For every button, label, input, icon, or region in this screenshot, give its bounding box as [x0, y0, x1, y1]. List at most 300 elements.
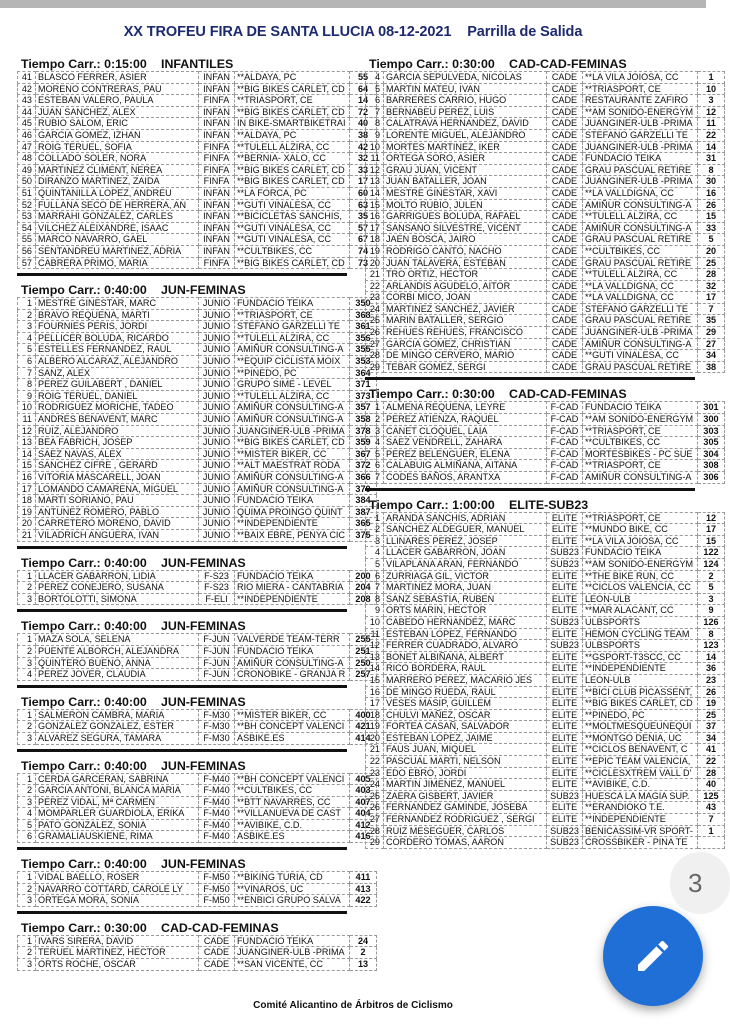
- bib-number: 60: [350, 187, 377, 199]
- row-position: 2: [18, 947, 36, 959]
- start-grid-section: [17, 280, 371, 541]
- rider-category: JUNIO: [199, 506, 235, 518]
- rider-club: **AVIBIKE, C.D.: [235, 819, 350, 831]
- rider-name: MESTRE GINESTAR, XAVI: [384, 187, 547, 199]
- bib-number: 32: [350, 153, 377, 165]
- rider-name: MARRERO PEREZ, MACARIO JES: [384, 674, 547, 686]
- table-row: [366, 767, 725, 779]
- bib-number: 12: [698, 106, 725, 118]
- rider-name: JAEN BOSCA, JAIRO: [384, 234, 547, 246]
- rider-category: CADE: [547, 280, 583, 292]
- rider-category: F-CAD: [547, 402, 583, 414]
- table-row: [18, 141, 377, 153]
- table-row: [18, 483, 377, 495]
- rider-name: RUIZ, ALEJANDRO: [36, 425, 199, 437]
- rider-name: CABEDO HERNANDEZ, MARC: [384, 616, 547, 628]
- rider-category: F-JUN: [199, 657, 235, 669]
- row-position: 13: [18, 437, 36, 449]
- bib-number: 28: [698, 269, 725, 281]
- rider-category: F-M30: [199, 709, 235, 721]
- rider-name: ORTEGA MORA, SONIA: [36, 895, 199, 907]
- rider-name: MARTINEZ SANCHEZ, JAVIER: [384, 303, 547, 315]
- rider-club: LEON-ULB: [583, 593, 698, 605]
- table-row: [366, 663, 725, 675]
- rider-name: RICO BORDERA, RAUL: [384, 663, 547, 675]
- rider-club: **BIG BIKES CARLET, CD: [583, 698, 698, 710]
- rider-name: FERRER CUADRADO, ALVARO: [384, 640, 547, 652]
- rider-name: ZAERA GISBERT, JAVIER: [384, 790, 547, 802]
- bib-number: 8: [698, 628, 725, 640]
- bib-number: 414: [350, 732, 377, 744]
- rider-category: JUNIO: [199, 298, 235, 310]
- section-header: [17, 918, 347, 935]
- section-header: [17, 280, 347, 297]
- bib-number: 12: [698, 512, 725, 524]
- row-position: 50: [18, 176, 36, 188]
- rider-name: ESTEBAN VALERO, PAULA: [36, 95, 199, 107]
- bib-number: 404: [350, 808, 377, 820]
- bib-number: 368: [350, 309, 377, 321]
- row-position: 8: [366, 118, 384, 130]
- rider-club: **LA FORCA, PC: [235, 187, 350, 199]
- rider-category: JUNIO: [199, 321, 235, 333]
- table-row: [18, 669, 377, 681]
- rider-category: JUNIO: [199, 414, 235, 426]
- category-name: JUN-FEMINAS: [161, 283, 246, 298]
- bib-number: 371: [350, 379, 377, 391]
- bib-number: 73: [350, 257, 377, 269]
- rider-name: FERNANDEZ RODRIGUEZ , SERGI: [384, 814, 547, 826]
- row-position: 4: [366, 72, 384, 84]
- table-row: [366, 315, 725, 327]
- row-position: 21: [366, 744, 384, 756]
- table-row: [18, 298, 377, 310]
- row-position: 3: [18, 321, 36, 333]
- rider-category: CADE: [547, 315, 583, 327]
- rider-club: AMIÑUR CONSULTING-A: [583, 472, 698, 484]
- rider-category: F-M40: [199, 773, 235, 785]
- table-row: [18, 529, 377, 541]
- rider-name: MORTES MARTINEZ, IKER: [384, 141, 547, 153]
- row-position: 11: [366, 628, 384, 640]
- table-row: [18, 709, 377, 721]
- rider-name: ORTEGA SORO, ASIER: [384, 153, 547, 165]
- row-position: 17: [18, 483, 36, 495]
- rider-category: ELITE: [547, 721, 583, 733]
- rider-category: JUNIO: [199, 460, 235, 472]
- rider-name: PEREZ CONEJERO, SUSANA: [36, 582, 199, 594]
- rider-name: ROIG TERUEL, SOFIA: [36, 141, 199, 153]
- table-row: [366, 472, 725, 484]
- row-position: 3: [18, 959, 36, 971]
- rider-club: STEFANO GARZELLI TE: [583, 303, 698, 315]
- rider-name: LORENTE MIGUEL, ALEJANDRO: [384, 129, 547, 141]
- rider-club: **MUNDO BIKE, CC: [583, 524, 698, 536]
- rider-club: FUNDACIO TEIKA: [583, 402, 698, 414]
- table-row: [366, 72, 725, 84]
- table-row: [366, 280, 725, 292]
- table-row: [18, 895, 377, 907]
- rider-club: JUANGINER-ULB -PRIMA: [583, 118, 698, 130]
- bib-number: 251: [350, 645, 377, 657]
- rider-club: **LA VALLDIGNA, CC: [583, 292, 698, 304]
- rider-club: CROSSBIKER - PINA TE: [583, 837, 698, 849]
- rider-name: CERDA GARCERAN, SABRINA: [36, 773, 199, 785]
- bib-number: 126: [698, 616, 725, 628]
- rider-name: TEBAR GOMEZ, SERGI: [384, 361, 547, 373]
- start-grid-section: [17, 54, 369, 269]
- rider-name: MARCO NAVARRO, GAEL: [36, 234, 199, 246]
- row-position: 18: [18, 495, 36, 507]
- rider-category: ELITE: [547, 535, 583, 547]
- rider-club: CRONOBIKE - GRANJA R: [235, 669, 350, 681]
- rider-club: RESTAURANTE ZAFIRO: [583, 95, 698, 107]
- race-time: Tiempo Carr.: 0:30:00: [369, 57, 495, 71]
- table-row: [366, 338, 725, 350]
- table-row: [366, 303, 725, 315]
- bib-number: 378: [350, 425, 377, 437]
- table-row: [366, 187, 725, 199]
- table-row: [366, 245, 725, 257]
- rider-name: SALMERON CAMBRA, MARIA: [36, 709, 199, 721]
- rider-table: [365, 401, 725, 483]
- row-position: 54: [18, 222, 36, 234]
- rider-category: JUNIO: [199, 437, 235, 449]
- table-row: [18, 379, 377, 391]
- rider-category: JUNIO: [199, 379, 235, 391]
- rider-name: FULLANA SECO DE HERRERA, AN: [36, 199, 199, 211]
- row-position: 4: [18, 808, 36, 820]
- edit-fab-button[interactable]: [603, 906, 703, 1006]
- rider-club: **CICLOS VALENCIA, CC: [583, 582, 698, 594]
- table-row: [18, 819, 377, 831]
- rider-club: AMIÑUR CONSULTING-A: [235, 657, 350, 669]
- table-row: [366, 593, 725, 605]
- rider-name: MARTINEZ CLIMENT, NEREA: [36, 164, 199, 176]
- bib-number: 361: [350, 321, 377, 333]
- category-name: ELITE-SUB23: [509, 497, 589, 512]
- rider-category: ELITE: [547, 802, 583, 814]
- row-position: 4: [18, 669, 36, 681]
- rider-club: **LA VILA JOIOSA, CC: [583, 72, 698, 84]
- rider-name: ESTEBAN LOPEZ, FERNANDO: [384, 628, 547, 640]
- row-position: 15: [366, 674, 384, 686]
- rider-category: F-M40: [199, 785, 235, 797]
- rider-club: MORTESBIKES - PC SUE: [583, 448, 698, 460]
- row-position: 2: [18, 785, 36, 797]
- row-position: 22: [366, 756, 384, 768]
- row-position: 2: [18, 721, 36, 733]
- bib-number: 407: [350, 796, 377, 808]
- bib-number: 43: [698, 802, 725, 814]
- rider-club: ASBIKE.ES: [235, 732, 350, 744]
- rider-name: MOLTO RUBIO, JULEN: [384, 199, 547, 211]
- table-row: [18, 245, 377, 257]
- rider-name: SENTANDREU MARTINEZ, ADRIA: [36, 245, 199, 257]
- bib-number: 403: [350, 785, 377, 797]
- rider-name: VIDAL BAELLO, ROSER: [36, 872, 199, 884]
- rider-club: **SAN VICENTE, CC: [235, 959, 350, 971]
- title-text: XX TROFEU FIRA DE SANTA LLUCIA 08-12-2021: [123, 24, 452, 40]
- rider-category: CADE: [547, 222, 583, 234]
- bib-number: 413: [350, 883, 377, 895]
- rider-name: REHUES REHUES, FRANCISCO: [384, 327, 547, 339]
- category-name: JUN-FEMINAS: [161, 555, 246, 570]
- bib-number: 387: [350, 506, 377, 518]
- bib-number: 304: [698, 448, 725, 460]
- bib-number: 365: [350, 518, 377, 530]
- bib-number: 11: [698, 118, 725, 130]
- rider-category: F-M30: [199, 732, 235, 744]
- table-row: [18, 721, 377, 733]
- table-row: [366, 779, 725, 791]
- row-position: 7: [366, 106, 384, 118]
- row-position: 16: [366, 211, 384, 223]
- bib-number: 255: [350, 634, 377, 646]
- table-row: [18, 83, 377, 95]
- rider-category: INFAN: [199, 129, 235, 141]
- page-indicator: 3: [670, 852, 730, 914]
- row-position: 52: [18, 199, 36, 211]
- rider-club: **BIG BIKES CARLET, CD: [235, 437, 350, 449]
- bib-number: 373: [350, 390, 377, 402]
- race-time: Tiempo Carr.: 0:40:00: [21, 758, 147, 773]
- rider-category: CADE: [547, 129, 583, 141]
- bib-number: 421: [350, 721, 377, 733]
- rider-name: BERNABEU PEREZ, LUIS: [384, 106, 547, 118]
- bib-number: 1: [698, 825, 725, 837]
- section-divider: [17, 843, 347, 850]
- rider-club: BENICASSIM-VR SPORT-: [583, 825, 698, 837]
- row-position: 18: [366, 709, 384, 721]
- table-row: [366, 141, 725, 153]
- bib-number: 17: [698, 524, 725, 536]
- table-row: [18, 935, 377, 947]
- row-position: 18: [366, 234, 384, 246]
- table-row: [18, 153, 377, 165]
- rider-category: F-M40: [199, 819, 235, 831]
- table-row: [18, 321, 377, 333]
- rider-club: **BTT NAVARRES, CC: [235, 796, 350, 808]
- row-position: 14: [366, 663, 384, 675]
- table-row: [18, 831, 377, 843]
- rider-club: JUANGINER-ULB -PRIMA: [583, 176, 698, 188]
- rider-club: **CICLOS BENAVENT, C: [583, 744, 698, 756]
- row-position: 1: [18, 634, 36, 646]
- rider-club: **BIKING TURIA, CD: [235, 872, 350, 884]
- rider-category: CADE: [547, 83, 583, 95]
- rider-name: SANCHEZ ALDEGUER, MANUEL: [384, 524, 547, 536]
- table-row: [18, 344, 377, 356]
- rider-club: **BIG BIKES CARLET, CD: [235, 164, 350, 176]
- table-row: [366, 524, 725, 536]
- table-row: [366, 176, 725, 188]
- start-grid-section: [17, 918, 369, 971]
- table-row: [366, 686, 725, 698]
- table-row: [18, 106, 377, 118]
- table-row: [18, 657, 377, 669]
- rider-club: **AVIBIKE, C.D.: [583, 779, 698, 791]
- table-row: [366, 222, 725, 234]
- bib-number: 204: [350, 582, 377, 594]
- bib-number: 34: [698, 350, 725, 362]
- rider-table: [17, 935, 377, 971]
- rider-category: CADE: [547, 106, 583, 118]
- rider-category: FINFA: [199, 164, 235, 176]
- table-row: [18, 506, 377, 518]
- race-time: Tiempo Carr.: 0:40:00: [21, 283, 147, 298]
- row-position: 5: [366, 83, 384, 95]
- bib-number: 55: [350, 72, 377, 84]
- bib-number: 405: [350, 773, 377, 785]
- rider-name: MESTRE GINESTAR, MARC: [36, 298, 199, 310]
- rider-category: INFAN: [199, 106, 235, 118]
- bib-number: 22: [698, 129, 725, 141]
- rider-category: F-M50: [199, 895, 235, 907]
- bib-number: 8: [698, 164, 725, 176]
- rider-club: **MISTER BIKER, CC: [235, 448, 350, 460]
- row-position: 19: [366, 721, 384, 733]
- rider-club: **ENBICI GRUPO SALVA: [235, 895, 350, 907]
- row-position: 21: [366, 269, 384, 281]
- bib-number: 422: [350, 895, 377, 907]
- rider-club: GRAU PASCUAL RETIRE: [583, 234, 698, 246]
- table-row: [366, 744, 725, 756]
- row-position: 44: [18, 106, 36, 118]
- row-position: 6: [18, 356, 36, 368]
- table-row: [18, 222, 377, 234]
- row-position: 3: [18, 657, 36, 669]
- row-position: 53: [18, 211, 36, 223]
- table-row: [366, 512, 725, 524]
- rider-club: STEFANO GARZELLI TE: [235, 321, 350, 333]
- rider-category: CADE: [547, 245, 583, 257]
- rider-name: CABRERA PRIMO, MARIA: [36, 257, 199, 269]
- table-row: [18, 164, 377, 176]
- bib-number: 357: [350, 402, 377, 414]
- rider-club: **INDEPENDIENTE: [583, 663, 698, 675]
- rider-club: LEON-ULB: [583, 674, 698, 686]
- table-row: [366, 106, 725, 118]
- top-bar: [0, 0, 706, 8]
- table-row: [366, 460, 725, 472]
- rider-name: GARCIA ANTONI, BLANCA MARIA: [36, 785, 199, 797]
- rider-club: **ERANDIOKO T.E.: [583, 802, 698, 814]
- rider-name: CORBI MICO, JOAN: [384, 292, 547, 304]
- bib-number: 367: [350, 448, 377, 460]
- rider-club: **INDEPENDIENTE: [583, 814, 698, 826]
- rider-name: ROIG TERUEL, DANIEL: [36, 390, 199, 402]
- bib-number: 416: [350, 831, 377, 843]
- row-position: 12: [366, 640, 384, 652]
- rider-name: DE MINGO RUEDA, RAUL: [384, 686, 547, 698]
- row-position: 6: [366, 570, 384, 582]
- rider-club: **BIG BIKES CARLET, CD: [235, 257, 350, 269]
- rider-category: CADE: [547, 257, 583, 269]
- row-position: 42: [18, 83, 36, 95]
- rider-category: F-M50: [199, 883, 235, 895]
- section-divider: [17, 907, 347, 914]
- category-name: CAD-CAD-FEMINAS: [161, 920, 279, 935]
- rider-club: **PINEDO, PC: [235, 367, 350, 379]
- table-row: [18, 234, 377, 246]
- rider-club: GRAU PASCUAL RETIRE: [583, 257, 698, 269]
- row-position: 17: [366, 222, 384, 234]
- row-position: 1: [18, 709, 36, 721]
- rider-category: CADE: [547, 327, 583, 339]
- race-time: Tiempo Carr.: 0:40:00: [21, 555, 147, 570]
- table-row: [18, 472, 377, 484]
- race-time: Tiempo Carr.: 0:15:00: [21, 57, 147, 71]
- rider-name: VESES MASIP, GUILLEM: [384, 698, 547, 710]
- bib-number: 358: [350, 414, 377, 426]
- table-row: [18, 356, 377, 368]
- table-row: [18, 367, 377, 379]
- rider-name: TRO ORTIZ, HECTOR: [384, 269, 547, 281]
- row-position: 9: [18, 390, 36, 402]
- rider-table: [17, 297, 377, 541]
- row-position: 16: [366, 686, 384, 698]
- bib-number: 33: [350, 164, 377, 176]
- bib-number: [698, 837, 725, 849]
- row-position: 2: [18, 582, 36, 594]
- rider-name: SANSANO SILVESTRE, VICENT: [384, 222, 547, 234]
- section-divider: [17, 542, 347, 549]
- table-row: [18, 414, 377, 426]
- row-position: 4: [366, 547, 384, 559]
- pencil-icon: [633, 936, 673, 976]
- bib-number: 30: [698, 176, 725, 188]
- row-position: 3: [366, 535, 384, 547]
- rider-club: GRUPO SIME - LEVEL: [235, 379, 350, 391]
- bib-number: 40: [350, 118, 377, 130]
- rider-club: **EQUIP CICLISTA MOIX: [235, 356, 350, 368]
- rider-club: GRAU PASCUAL RETIRE: [583, 164, 698, 176]
- rider-table: [17, 773, 377, 844]
- rider-name: BORTOLOTTI, SIMONA: [36, 593, 199, 605]
- bib-number: 24: [350, 935, 377, 947]
- rider-club: **MONTGO DENIA, UC: [583, 732, 698, 744]
- bib-number: 7: [698, 814, 725, 826]
- rider-category: JUNIO: [199, 529, 235, 541]
- bib-number: 13: [350, 959, 377, 971]
- rider-name: LOMANDO CAMARENA, MIGUEL: [36, 483, 199, 495]
- row-position: 2: [18, 309, 36, 321]
- rider-name: PEREZ BELENGUER, ELENA: [384, 448, 547, 460]
- rider-club: **GSPORT-T3SCC, CC: [583, 651, 698, 663]
- table-row: [366, 448, 725, 460]
- rider-club: **TRIASPORT, CE: [583, 512, 698, 524]
- row-position: 5: [18, 819, 36, 831]
- rider-category: INFAN: [199, 199, 235, 211]
- rider-club: **GUTI VINALESA, CC: [235, 234, 350, 246]
- section-header: [365, 495, 695, 512]
- rider-category: INFAN: [199, 187, 235, 199]
- rider-table: [17, 71, 377, 269]
- table-row: [366, 199, 725, 211]
- rider-category: CADE: [547, 95, 583, 107]
- row-position: 11: [18, 414, 36, 426]
- rider-club: **AM SONIDO-ENERGYM: [583, 414, 698, 426]
- rider-club: JUANGINER-ULB -PRIMA: [235, 425, 350, 437]
- table-row: [18, 460, 377, 472]
- table-row: [18, 808, 377, 820]
- table-row: [366, 814, 725, 826]
- rider-name: PEREZ ATIENZA, RAQUEL: [384, 414, 547, 426]
- rider-category: JUNIO: [199, 402, 235, 414]
- bib-number: 124: [698, 558, 725, 570]
- bib-number: 38: [698, 361, 725, 373]
